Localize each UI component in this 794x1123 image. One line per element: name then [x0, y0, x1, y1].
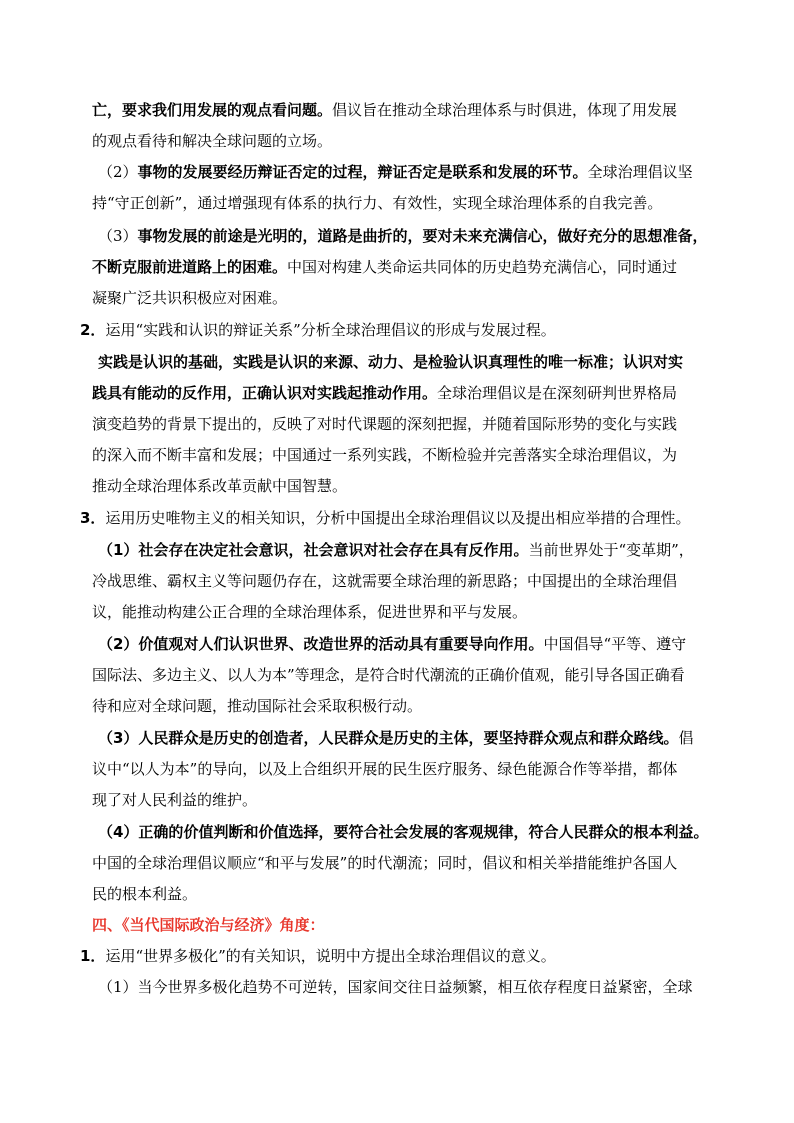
text-line	[92, 602, 527, 622]
bold-text: （2）价值观对人们认识世界、改造世界的活动具有重要导向作用。	[98, 635, 544, 653]
text-line	[98, 162, 693, 182]
text-line	[92, 414, 677, 434]
text-line	[92, 445, 677, 465]
text-line	[92, 193, 662, 213]
body-text: （1）当今世界多极化趋势不可逆转，国家间交往日益频繁，相互依存程度日益紧密，全球	[98, 978, 693, 996]
body-text: 冷战思维、霸权主义等问题仍存在，这就需要全球治理的新思路；中国提出的全球治理倡	[92, 572, 678, 590]
body-text: 中国对构建人类命运共同体的历史趋势充满信心，同时通过	[287, 258, 678, 276]
text-line	[92, 665, 685, 685]
body-text: 凝聚广泛共识积极应对困难。	[92, 289, 288, 307]
text-line	[92, 257, 677, 277]
text-line	[92, 131, 332, 151]
bold-text: （4）正确的价值判断和价值选择，要符合社会发展的客观规律，符合人民群众的根本利益。	[98, 823, 709, 841]
body-text: 运用“实践和认识的辩证关系”分析全球治理倡议的形成与发展过程。	[105, 321, 556, 339]
text-line	[80, 508, 690, 528]
bold-text: 事物发展的前途是光明的，道路是曲折的，要对未来充满信心，做好充分的思想准备，	[137, 227, 708, 245]
body-text: 议中“以人为本”的导向，以及上合组织开展的民生医疗服务、绿色能源合作等举措，都体	[92, 760, 678, 778]
body-text: 待和应对全球问题，推动国际社会采取积极行动。	[92, 697, 423, 715]
body-text: 当前世界处于“变革期”，	[528, 541, 694, 559]
body-text: 演变趋势的背景下提出的，反映了对时代课题的深刻把握，并随着国际形势的变化与实践	[92, 415, 678, 433]
body-text: 中国的全球治理倡议顺应“和平与发展”的时代潮流；同时，倡议和相关举措能维护各国人	[92, 854, 678, 872]
text-line	[92, 476, 347, 496]
text-line	[80, 946, 556, 966]
text-line	[98, 728, 693, 748]
bold-text: （1）社会存在决定社会意识，社会意识对社会存在具有反作用。	[98, 541, 529, 559]
text-line	[98, 822, 708, 842]
body-text: （3）	[98, 227, 138, 245]
text-line	[92, 571, 677, 591]
body-text: 倡	[678, 729, 694, 747]
section-heading: 四、《当代国际政治与经济》角度：	[92, 916, 325, 934]
body-text: 倡议旨在推动全球治理体系与时俱进，体现了用发展	[332, 101, 678, 119]
text-line	[92, 696, 422, 716]
body-text: 持“守正创新”，通过增强现有体系的执行力、有效性，实现全球治理体系的自我完善。	[92, 194, 663, 212]
bold-text: （3）人民群众是历史的创造者，人民群众是历史的主体，要坚持群众观点和群众路线。	[98, 729, 679, 747]
text-line	[92, 383, 677, 403]
body-text: 民的根本利益。	[92, 885, 198, 903]
body-text: 现了对人民利益的维护。	[92, 791, 258, 809]
body-text: 运用历史唯物主义的相关知识，分析中国提出全球治理倡议以及提出相应举措的合理性。	[105, 509, 691, 527]
body-text: 中国倡导“平等、遵守	[543, 635, 687, 653]
body-text: 全球治理倡议坚	[587, 163, 693, 181]
text-line	[92, 288, 287, 308]
bold-text: 践具有能动的反作用，正确认识对实践起推动作用。	[92, 384, 438, 402]
text-line	[98, 634, 686, 654]
bold-text: 实践是认识的基础，实践是认识的来源、动力、是检验认识真理性的唯一标准；认识对实	[98, 353, 684, 371]
item-number: 2．	[80, 321, 106, 339]
bold-text: 不断克服前进道路上的困难。	[92, 258, 288, 276]
item-number: 1．	[80, 947, 106, 965]
body-text: 推动全球治理体系改革贡献中国智慧。	[92, 477, 348, 495]
text-line	[98, 352, 683, 372]
body-text: （2）	[98, 163, 138, 181]
body-text: 全球治理倡议是在深刻研判世界格局	[437, 384, 678, 402]
text-line	[98, 540, 694, 560]
text-line	[92, 915, 325, 935]
body-text: 运用“世界多极化”的有关知识，说明中方提出全球治理倡议的意义。	[105, 947, 556, 965]
text-line	[80, 320, 556, 340]
body-text: 议，能推动构建公正合理的全球治理体系，促进世界和平与发展。	[92, 603, 528, 621]
body-text: 国际法、多边主义、以人为本”等理念，是符合时代潮流的正确价值观，能引导各国正确看	[92, 666, 685, 684]
body-text: 的观点看待和解决全球问题的立场。	[92, 132, 333, 150]
text-line	[92, 790, 257, 810]
text-line	[92, 100, 677, 120]
text-line	[92, 853, 677, 873]
bold-text: 亡，要求我们用发展的观点看问题。	[92, 101, 333, 119]
text-line	[98, 977, 693, 997]
bold-text: 事物的发展要经历辩证否定的过程，辩证否定是联系和发展的环节。	[137, 163, 588, 181]
body-text: 的深入而不断丰富和发展；中国通过一系列实践，不断检验并完善落实全球治理倡议，为	[92, 446, 678, 464]
text-line	[92, 884, 197, 904]
text-line	[98, 226, 708, 246]
item-number: 3．	[80, 509, 106, 527]
text-line	[92, 759, 677, 779]
